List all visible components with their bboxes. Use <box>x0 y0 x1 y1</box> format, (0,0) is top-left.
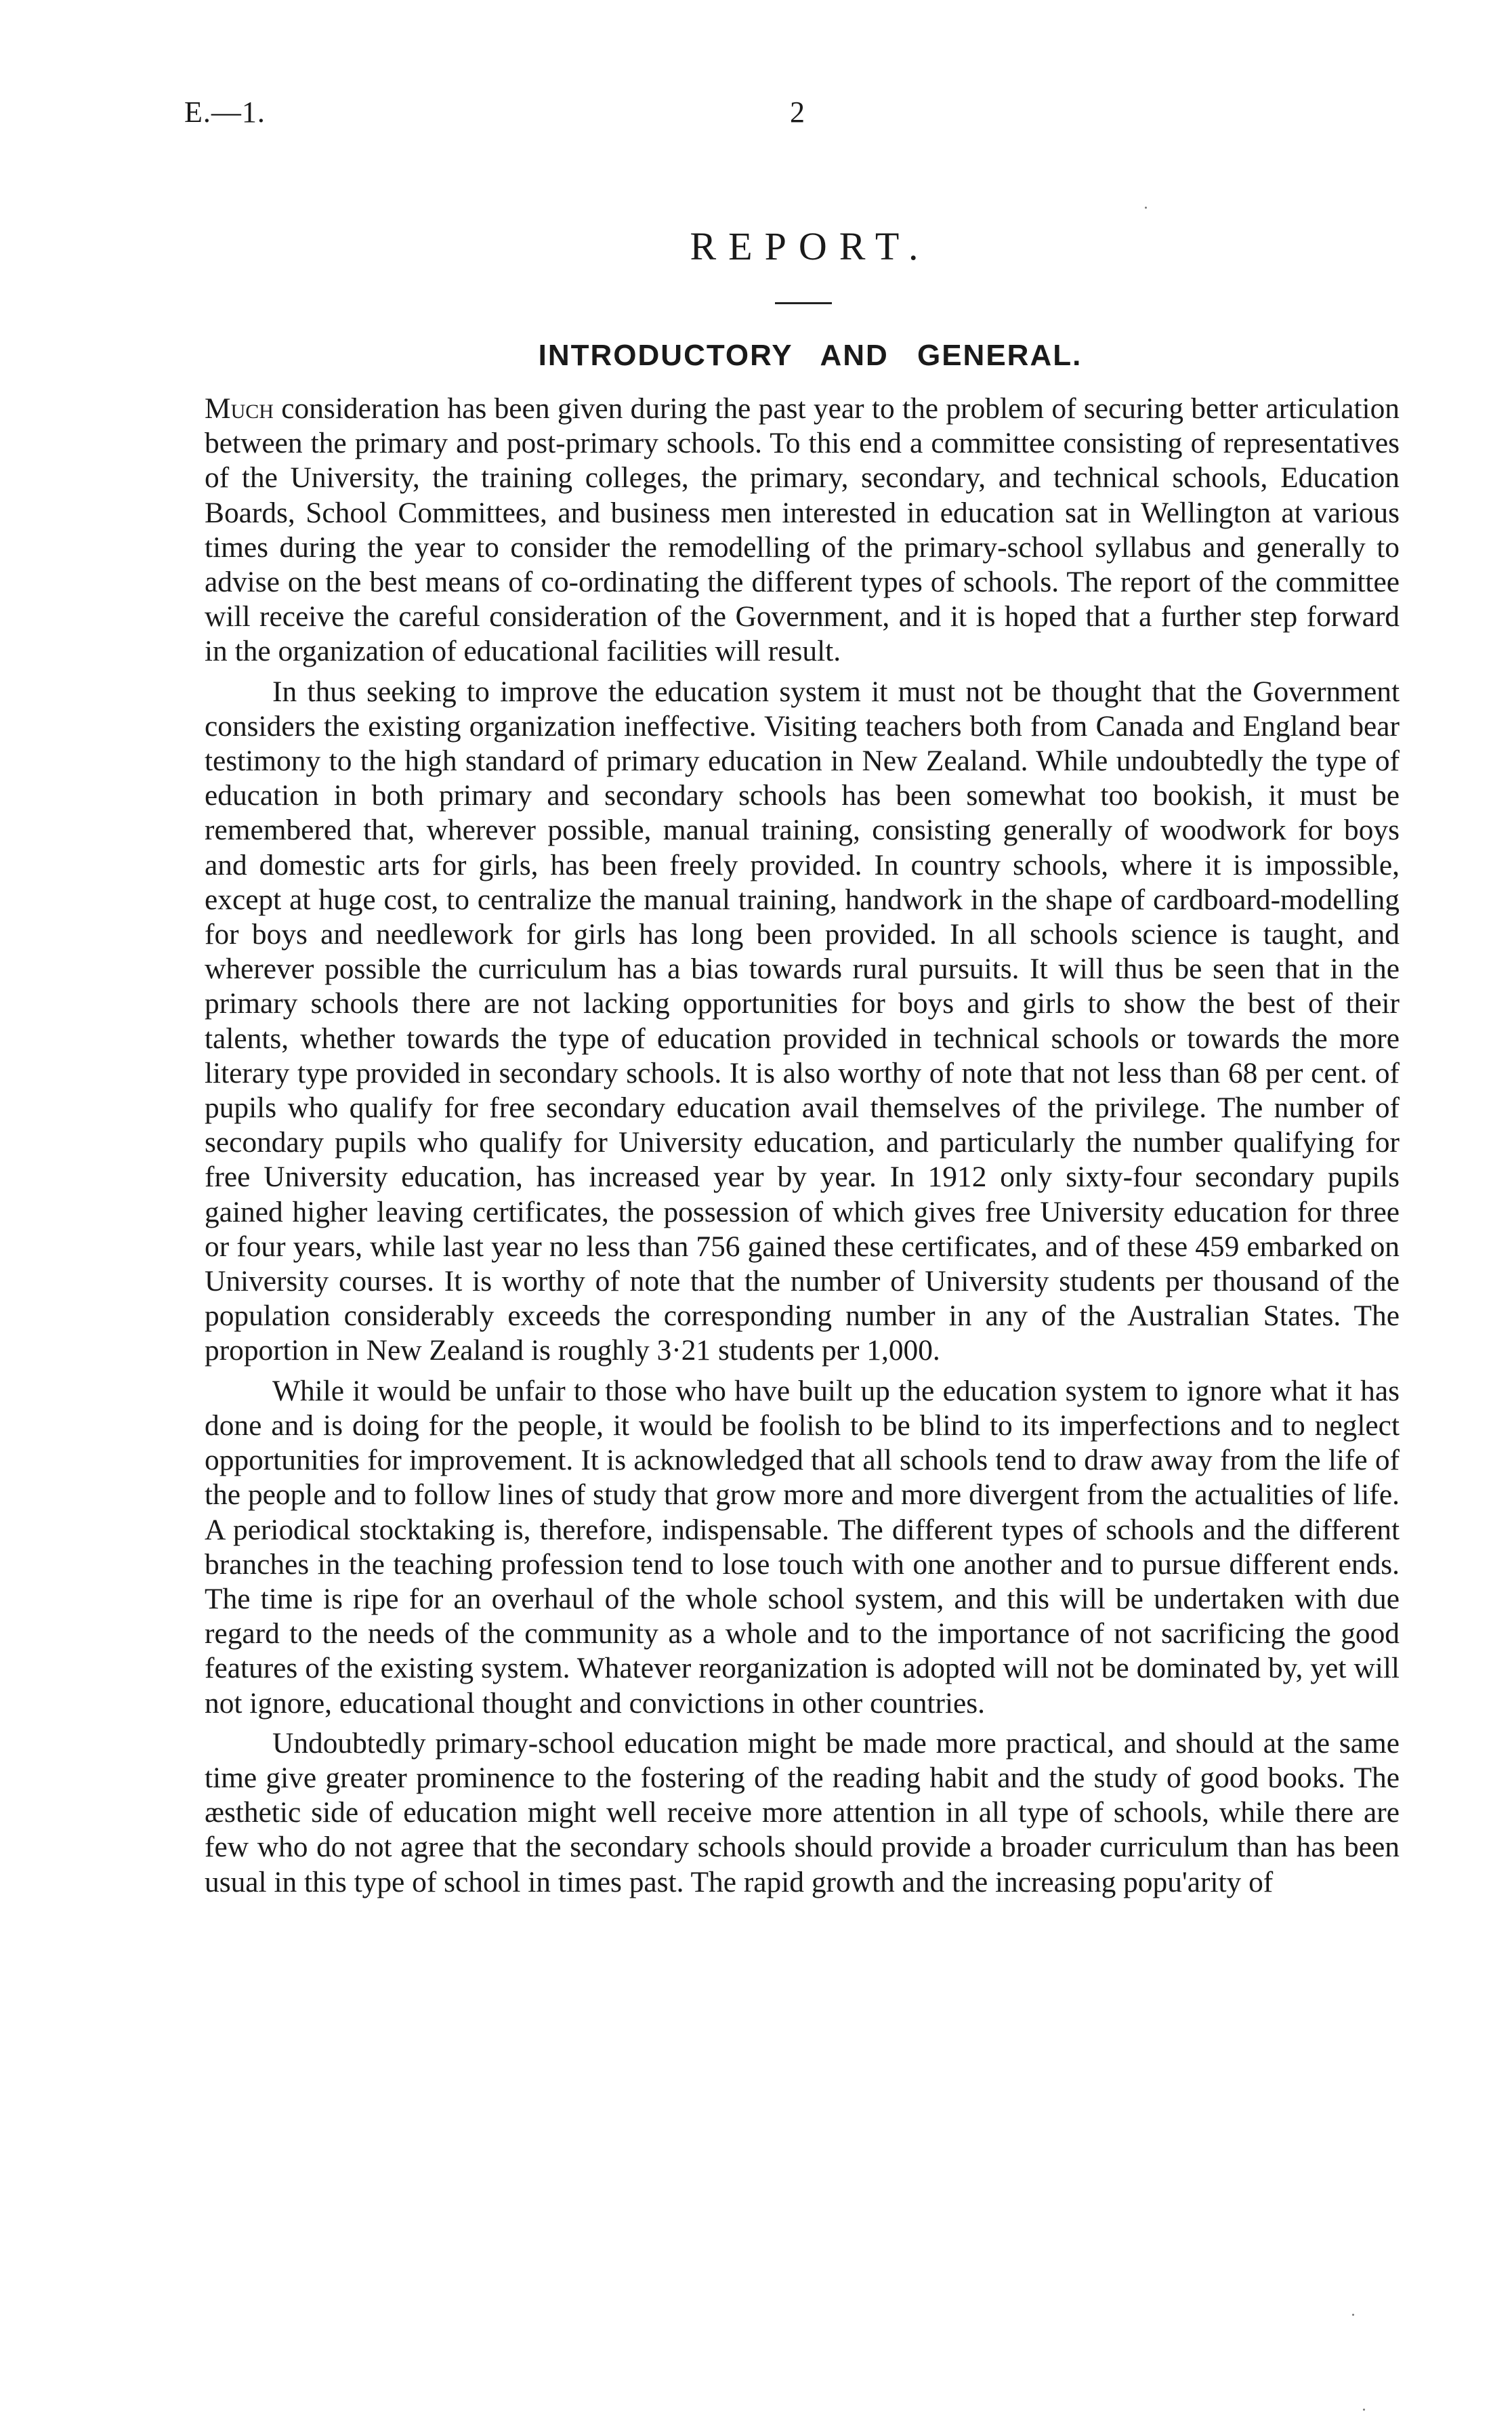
document-reference: E.—1. <box>184 96 266 129</box>
scan-speck <box>1363 2409 1365 2411</box>
section-heading: INTRODUCTORY AND GENERAL. <box>538 339 1083 372</box>
scan-speck <box>1145 207 1147 209</box>
paragraph-lead-word: Much <box>205 392 274 425</box>
report-title: REPORT. <box>690 224 931 268</box>
paragraph-3: While it would be unfair to those who have built up the education system to ignore what it has done and is doing for the people, it would be foolish to be blind to its imperfections and to neglect opportunities for improvement. It is acknowledged that all schools tend to draw away from the life of the people and to follow lines of study that grow more and more divergent from the actualities of life. A periodical stocktaking is, therefore, indispensable. The different types of schools and the different branches in the teaching profession tend to lose touch with one another and to pursue different ends. The time is ripe for an overhaul of the whole school system, and this will be undertaken with due regard to the needs of the community as a whole and to the importance of not sacrificing the good features of the existing system. Whatever reorganization is adopted will not be dominated by, yet will not ignore, educational thought and convictions in other countries. <box>205 1374 1400 1720</box>
report-body <box>205 392 1400 1905</box>
paragraph-1-text: consideration has been given during the past year to the problem of securing better articulation between the primary and post-primary schools. To this end a committee consisting of representatives of the University, the training colleges, the primary, secondary, and technical schools, Education Boards, School Committees, and business men interested in education sat in Wellington at various times during the year to consider the remodelling of the primary-school syllabus and generally to advise on the best means of co-ordinating the different types of schools. The report of the committee will receive the careful consideration of the Government, and it is hoped that a further step forward in the organization of educational facilities will result. <box>205 392 1400 668</box>
paragraph-2: In thus seeking to improve the education system it must not be thought that the Government considers the existing organization ineffective. Visiting teachers both from Canada and England bear testimony to the high standard of primary education in New Zealand. While undoubtedly the type of education in both primary and secondary schools has been somewhat too bookish, it must be remembered that, wherever possible, manual training, consisting generally of woodwork for boys and domestic arts for girls, has been freely provided. In country schools, where it is impossible, except at huge cost, to centralize the manual training, handwork in the shape of cardboard-modelling for boys and needlework for girls has long been provided. In all schools science is taught, and wherever possible the curriculum has a bias towards rural pursuits. It will thus be seen that in the primary schools there are not lacking opportunities for boys and girls to show the best of their talents, whether towards the type of education provided in technical schools or towards the more literary type provided in secondary schools. It is also worthy of note that not less than 68 per cent. of pupils who qualify for free secondary education avail themselves of the privilege. The number of secondary pupils who qualify for University education, and particularly the number qualifying for free University education, has increased year by year. In 1912 only sixty-four secondary pupils gained higher leaving certificates, the possession of which gives free University education for three or four years, while last year no less than 756 gained these certificates, and of these 459 embarked on University courses. It is worthy of note that the number of University students per thousand of the population considerably exceeds the corresponding number in any of the Australian States. The proportion in New Zealand is roughly 3·21 students per 1,000. <box>205 675 1400 1367</box>
paragraph-1 <box>205 392 1400 669</box>
page-number: 2 <box>790 96 805 129</box>
title-divider <box>775 302 832 304</box>
scan-speck <box>1352 2314 1354 2316</box>
paragraph-4: Undoubtedly primary-school education might be made more practical, and should at the same time give greater prominence to the fostering of the reading habit and the study of good books. The æsthetic side of education might well receive more attention in all type of schools, while there are few who do not agree that the secondary schools should provide a broader curriculum than has been usual in this type of school in times past. The rapid growth and the increasing popu'arity of <box>205 1726 1400 1898</box>
